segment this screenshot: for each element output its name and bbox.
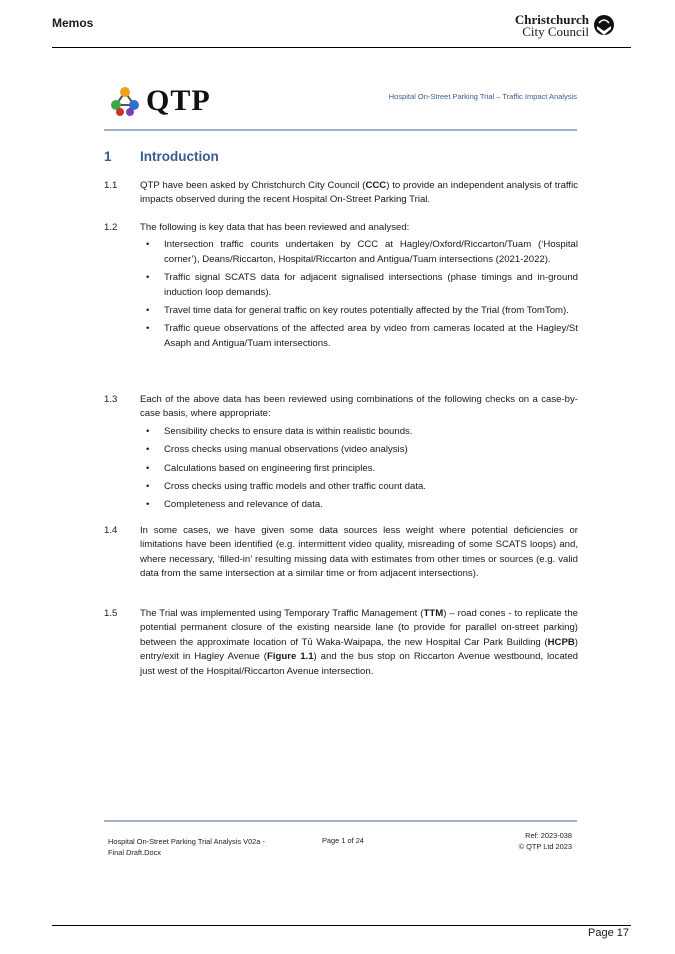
paragraph-number: 1.1 (104, 180, 118, 191)
section-heading (104, 149, 219, 164)
paragraph-text: Each of the above data has been reviewed using combinations of the following checks on a case-by-case basis, where appropriate: (140, 394, 578, 420)
memo-title: Memos (52, 16, 94, 30)
document-footer-rule (104, 820, 577, 822)
council-name-line1: Christchurch (514, 12, 589, 27)
document-header-title: Hospital On-Street Parking Trial – Traffic Impact Analysis (388, 92, 577, 101)
council-logo (515, 14, 615, 38)
memo-page-number: Page 17 (588, 927, 629, 939)
list-item: • Travel time data for general traffic on key routes potentially affected by the Trial (from TomTom). (140, 304, 578, 318)
section-title: Introduction (140, 149, 219, 164)
paragraph-text: QTP have been asked by Christchurch City Council (CCC) to provide an independent analysis of traffic impacts observed during the recent Hospital On-Street Parking Trial. (140, 180, 578, 206)
list-item: • Traffic queue observations of the affected area by video from cameras located at the Hagley/St Asaph and Antigua/Tuam intersections. (140, 322, 578, 351)
footer-document-name: Hospital On-Street Parking Trial Analysis V02a - Final Draft.Docx (108, 837, 265, 857)
list-item: • Sensibility checks to ensure data is within realistic bounds. (140, 425, 578, 439)
paragraph-1-2 (104, 221, 578, 355)
qtp-logo-text: QTP (146, 84, 211, 117)
qtp-logo (108, 84, 211, 118)
list-item: • Traffic signal SCATS data for adjacent signalised intersections (phase timings and in-ground induction loop demands). (140, 271, 578, 300)
paragraph-1-1 (104, 179, 578, 208)
memo-footer-rule (52, 925, 631, 926)
list-item: • Intersection traffic counts undertaken by CCC at Hagley/Oxford/Riccarton/Tuam (‘Hospital corner’), Deans/Riccarton, Hospital/Riccarton and Antigua/Tuam intersections (2021-2022). (140, 238, 578, 267)
qtp-molecule-icon (108, 85, 142, 117)
list-item: • Calculations based on engineering first principles. (140, 462, 578, 476)
paragraph-1-4 (104, 524, 578, 582)
list-item: • Cross checks using manual observations (video analysis) (140, 443, 578, 457)
council-name-line2: City Council (522, 24, 589, 39)
paragraph-text: The following is key data that has been reviewed and analysed: (140, 222, 410, 233)
footer-reference: Ref: 2023-038 © QTP Ltd 2023 (518, 831, 572, 851)
paragraph-text: In some cases, we have given some data sources less weight where potential deficiencies or limitations have been identified (e.g. intermittent video quality, misreading of some SCATS loops) and, where necessary, ‘filled-in’ resulting missing data with estimates from other times or sources (e.g. valid data from the same intersection at a similar time or from adjacent intersections). (140, 525, 578, 580)
paragraph-1-3 (104, 393, 578, 517)
section-number: 1 (104, 149, 112, 164)
council-emblem-icon (593, 14, 615, 38)
paragraph-number: 1.5 (104, 608, 118, 619)
paragraph-number: 1.4 (104, 525, 118, 536)
data-list (140, 238, 578, 351)
paragraph-text: The Trial was implemented using Temporary Traffic Management (TTM) – road cones - to replicate the potential permanent closure of the existing nearside lane (to provide for parallel on-street parking) between the approximate location of Tū Waka-Waipapa, the new Hospital Car Park Building (HCPB) entry/exit in Hagley Avenue (Figure 1.1) and the bus stop on Riccarton Avenue westbound, located just west of the Hospital/Riccarton Avenue intersection. (140, 608, 578, 677)
memo-header-rule (52, 47, 631, 48)
footer-page-number: Page 1 of 24 (322, 836, 364, 845)
paragraph-number: 1.3 (104, 394, 118, 405)
paragraph-number: 1.2 (104, 222, 118, 233)
document-header-rule (104, 129, 577, 131)
paragraph-1-5 (104, 607, 578, 679)
list-item: • Completeness and relevance of data. (140, 498, 578, 512)
checks-list (140, 425, 578, 513)
list-item: • Cross checks using traffic models and other traffic count data. (140, 480, 578, 494)
